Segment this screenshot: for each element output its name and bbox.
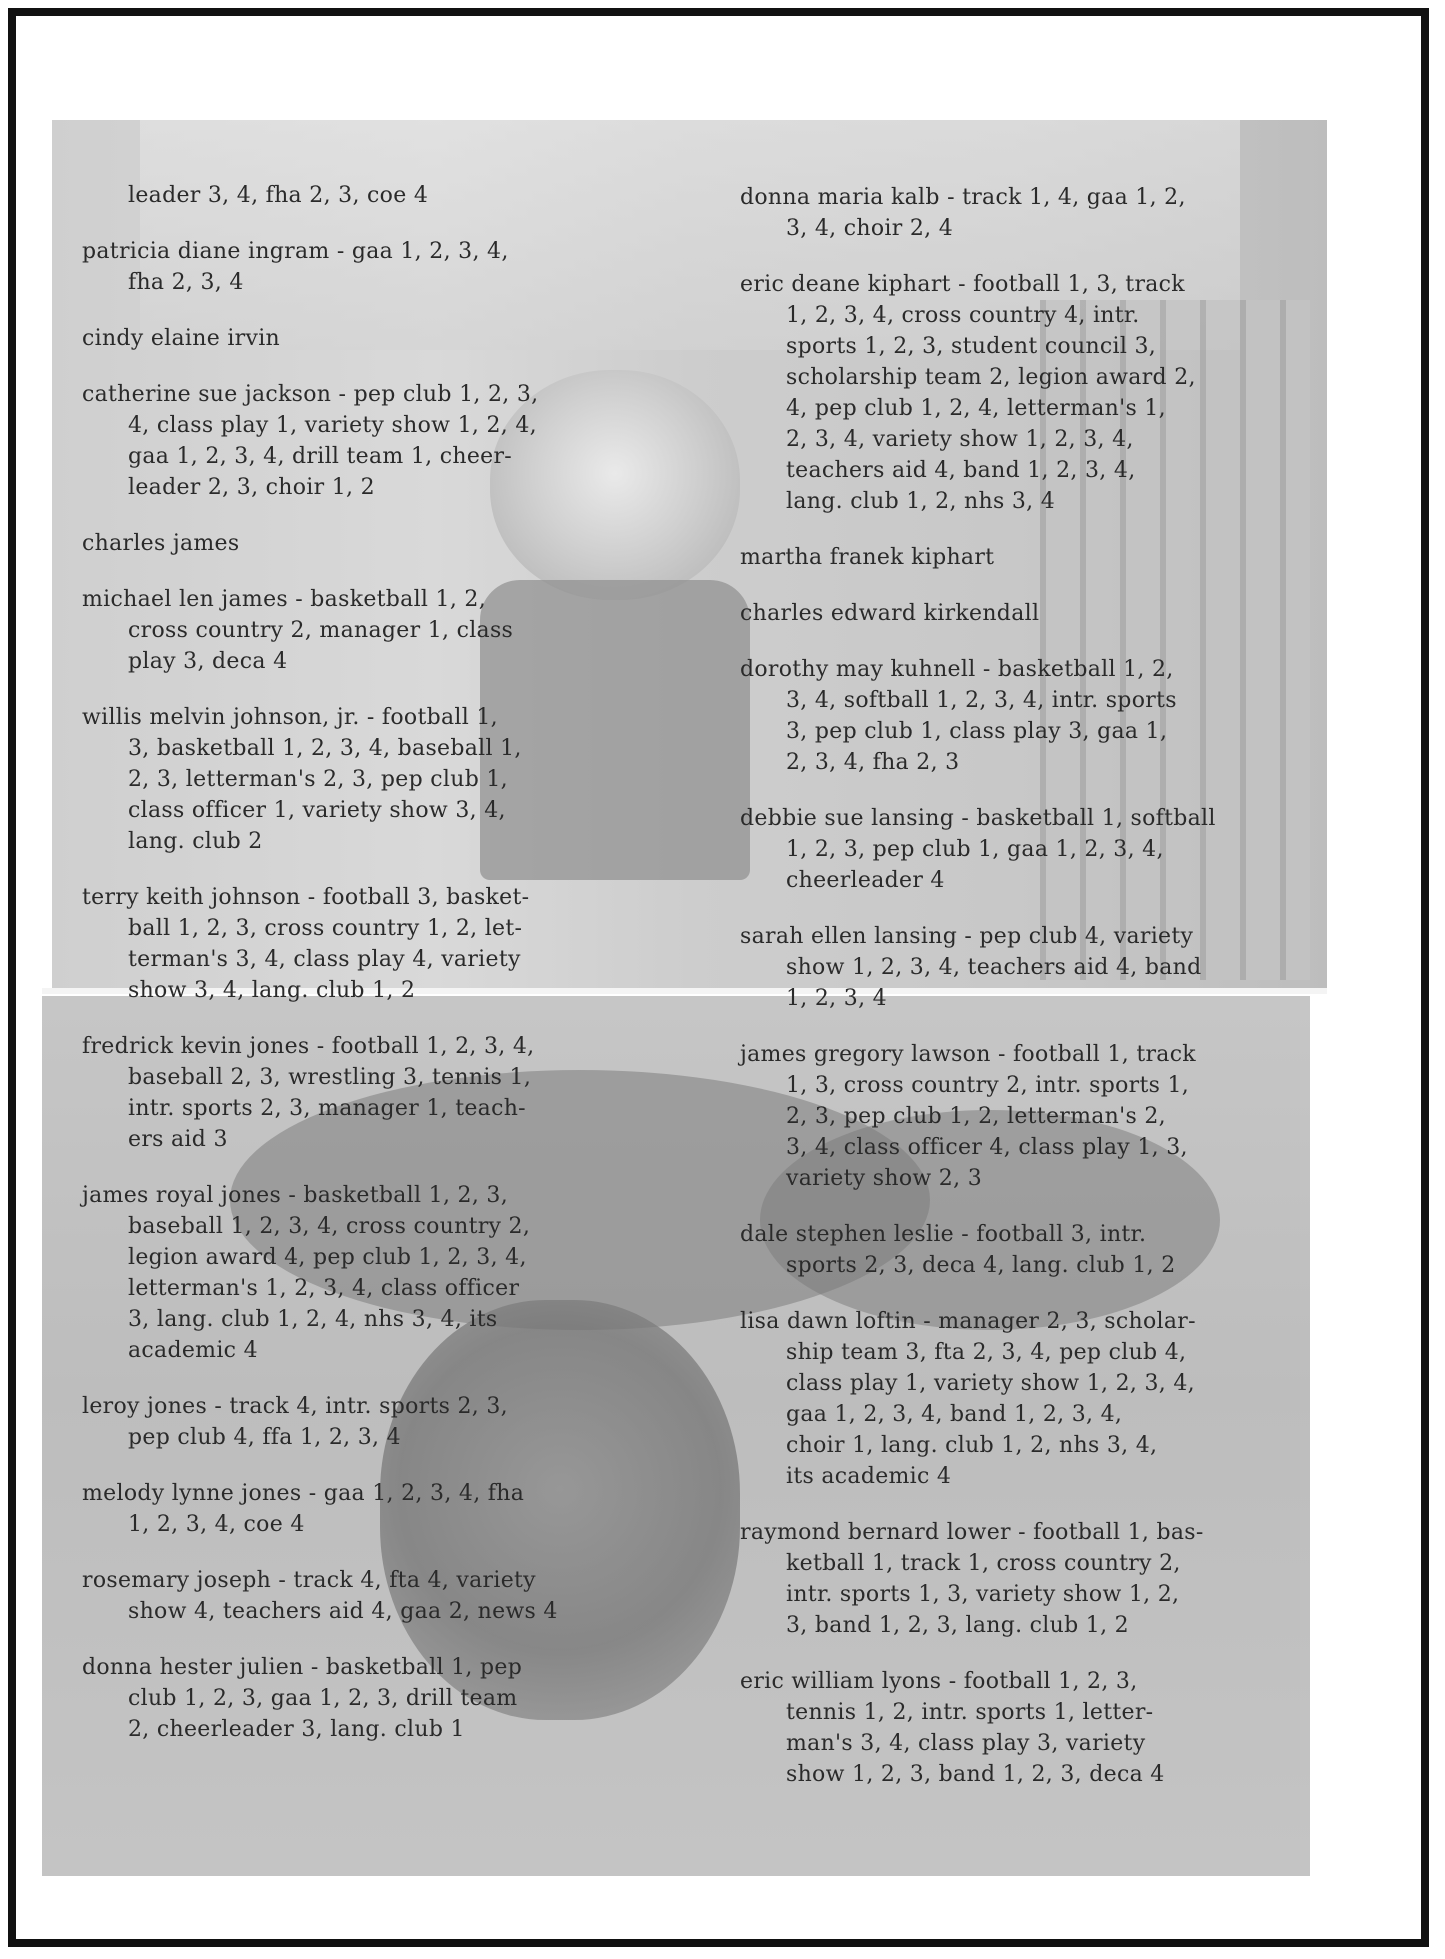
student-entry-first-line: dorothy may kuhnell - basketball 1, 2, [740,657,1174,682]
student-entry-first-line: fredrick kevin jones - football 1, 2, 3, 4, [82,1034,535,1059]
student-entry [740,921,1260,1014]
student-entry-first-line: dale stephen leslie - football 3, intr. [740,1222,1147,1247]
student-entry [740,1666,1260,1790]
student-entry-line: class officer 1, variety show 3, 4, [128,798,506,823]
student-entry-line: baseball 2, 3, wrestling 3, tennis 1, [128,1065,532,1090]
student-entry-line: club 1, 2, 3, gaa 1, 2, 3, drill team [128,1686,518,1711]
student-entry-line: letterman's 1, 2, 3, 4, class officer [128,1276,520,1301]
student-entry-line: show 4, teachers aid 4, gaa 2, news 4 [128,1599,558,1624]
student-entry-line: 3, band 1, 2, 3, lang. club 1, 2 [786,1613,1129,1638]
student-entry [740,654,1260,778]
student-entry [82,1391,602,1453]
student-entry-line: ball 1, 2, 3, cross country 1, 2, let- [128,916,523,941]
student-entry-line: show 1, 2, 3, band 1, 2, 3, deca 4 [786,1762,1165,1787]
student-entry [82,323,602,354]
student-entry [82,1478,602,1540]
student-entry [740,1219,1260,1281]
student-entry-line: play 3, deca 4 [128,649,288,674]
student-entry-line: ketball 1, track 1, cross country 2, [786,1551,1181,1576]
student-entry-first-line: lisa dawn loftin - manager 2, 3, scholar- [740,1309,1196,1334]
student-entry [740,1517,1260,1641]
student-entry [82,236,602,298]
student-entry-line: cross country 2, manager 1, class [128,618,514,643]
student-entry-line: lang. club 2 [128,829,263,854]
student-entry-line: 1, 2, 3, 4, coe 4 [128,1512,305,1537]
student-entry-line: ers aid 3 [128,1127,228,1152]
student-entry-line: man's 3, 4, class play 3, variety [786,1731,1146,1756]
student-entry-line: academic 4 [128,1338,258,1363]
student-entry [740,1039,1260,1194]
student-entry-line: gaa 1, 2, 3, 4, band 1, 2, 3, 4, [786,1402,1123,1427]
student-entry-line: 3, 4, class officer 4, class play 1, 3, [786,1135,1188,1160]
student-entry-line: 3, pep club 1, class play 3, gaa 1, [786,719,1168,744]
student-entry [82,702,602,857]
student-entry-line: 2, 3, 4, variety show 1, 2, 3, 4, [786,427,1134,452]
student-entry-line: fha 2, 3, 4 [128,270,244,295]
student-entry-first-line: charles edward kirkendall [740,601,1040,626]
student-entry-line: 1, 3, cross country 2, intr. sports 1, [786,1073,1190,1098]
student-entry-first-line: rosemary joseph - track 4, fta 4, variety [82,1568,536,1593]
student-entry-first-line: james royal jones - basketball 1, 2, 3, [82,1183,509,1208]
student-entry [740,598,1260,629]
student-entry-first-line: debbie sue lansing - basketball 1, softball [740,806,1216,831]
student-entry [740,182,1260,244]
student-entry-first-line: cindy elaine irvin [82,326,281,351]
student-entry-first-line: leader 3, 4, fha 2, 3, coe 4 [128,183,429,208]
student-entry-line: 1, 2, 3, 4 [786,986,887,1011]
student-entry-first-line: terry keith johnson - football 3, basket- [82,885,530,910]
student-entry-line: show 1, 2, 3, 4, teachers aid 4, band [786,955,1202,980]
student-entry [82,528,602,559]
student-entry-first-line: leroy jones - track 4, intr. sports 2, 3, [82,1394,508,1419]
student-entry-line: scholarship team 2, legion award 2, [786,365,1196,390]
student-entry-line: sports 1, 2, 3, student council 3, [786,334,1157,359]
left-column [82,180,602,1770]
student-entry-line: variety show 2, 3 [786,1166,982,1191]
right-column [740,182,1260,1815]
student-entry-line: 4, class play 1, variety show 1, 2, 4, [128,413,537,438]
student-entry-line: 3, 4, choir 2, 4 [786,216,954,241]
student-entry [82,1565,602,1627]
student-entry-first-line: raymond bernard lower - football 1, bas- [740,1520,1204,1545]
student-entry-line: 1, 2, 3, 4, cross country 4, intr. [786,303,1140,328]
student-entry [82,1031,602,1155]
student-entry-first-line: martha franek kiphart [740,545,995,570]
student-entry-line: tennis 1, 2, intr. sports 1, letter- [786,1700,1154,1725]
student-entry-line: class play 1, variety show 1, 2, 3, 4, [786,1371,1195,1396]
student-entry-line: teachers aid 4, band 1, 2, 3, 4, [786,458,1136,483]
student-entry [82,584,602,677]
student-entry-first-line: eric deane kiphart - football 1, 3, track [740,272,1185,297]
student-entry-line: intr. sports 1, 3, variety show 1, 2, [786,1582,1180,1607]
student-entry-line: ship team 3, fta 2, 3, 4, pep club 4, [786,1340,1187,1365]
student-entry-line: 2, 3, pep club 1, 2, letterman's 2, [786,1104,1166,1129]
student-entry-line: terman's 3, 4, class play 4, variety [128,947,521,972]
student-entry-line: its academic 4 [786,1464,952,1489]
student-entry-line: baseball 1, 2, 3, 4, cross country 2, [128,1214,531,1239]
student-entry [740,803,1260,896]
student-entry-line: 2, 3, letterman's 2, 3, pep club 1, [128,767,508,792]
student-entry-line: sports 2, 3, deca 4, lang. club 1, 2 [786,1253,1176,1278]
student-entry-line: pep club 4, ffa 1, 2, 3, 4 [128,1425,401,1450]
student-entry [82,882,602,1006]
student-entry-line: leader 2, 3, choir 1, 2 [128,475,375,500]
student-entry-line: 1, 2, 3, pep club 1, gaa 1, 2, 3, 4, [786,837,1164,862]
student-entry [82,1652,602,1745]
student-entry-line: 3, 4, softball 1, 2, 3, 4, intr. sports [786,688,1177,713]
student-entry-line: lang. club 1, 2, nhs 3, 4 [786,489,1056,514]
student-entry [82,1180,602,1366]
student-entry-line: 4, pep club 1, 2, 4, letterman's 1, [786,396,1166,421]
student-entry-first-line: michael len james - basketball 1, 2, [82,587,487,612]
student-entry [740,542,1260,573]
student-entry-first-line: charles james [82,531,240,556]
student-entry-line: cheerleader 4 [786,868,945,893]
student-entry-line: 2, cheerleader 3, lang. club 1 [128,1717,465,1742]
student-entry-line: intr. sports 2, 3, manager 1, teach- [128,1096,526,1121]
student-entry-line: 2, 3, 4, fha 2, 3 [786,750,960,775]
student-entry-first-line: sarah ellen lansing - pep club 4, variety [740,924,1194,949]
student-entry [740,1306,1260,1492]
student-entry-line: 3, basketball 1, 2, 3, 4, baseball 1, [128,736,522,761]
student-entry-line: gaa 1, 2, 3, 4, drill team 1, cheer- [128,444,513,469]
student-entry-line: legion award 4, pep club 1, 2, 3, 4, [128,1245,527,1270]
student-entry [82,180,602,211]
student-entry-line: choir 1, lang. club 1, 2, nhs 3, 4, [786,1433,1158,1458]
student-entry [740,269,1260,517]
student-entry-first-line: james gregory lawson - football 1, track [740,1042,1196,1067]
student-entry-first-line: patricia diane ingram - gaa 1, 2, 3, 4, [82,239,509,264]
student-entry-line: 3, lang. club 1, 2, 4, nhs 3, 4, its [128,1307,498,1332]
student-entry-first-line: donna maria kalb - track 1, 4, gaa 1, 2, [740,185,1186,210]
student-entry-first-line: catherine sue jackson - pep club 1, 2, 3, [82,382,539,407]
student-entry-line: show 3, 4, lang. club 1, 2 [128,978,416,1003]
student-entry-first-line: donna hester julien - basketball 1, pep [82,1655,523,1680]
student-entry [82,379,602,503]
student-entry-first-line: eric william lyons - football 1, 2, 3, [740,1669,1138,1694]
student-entry-first-line: willis melvin johnson, jr. - football 1, [82,705,498,730]
student-entry-first-line: melody lynne jones - gaa 1, 2, 3, 4, fha [82,1481,525,1506]
